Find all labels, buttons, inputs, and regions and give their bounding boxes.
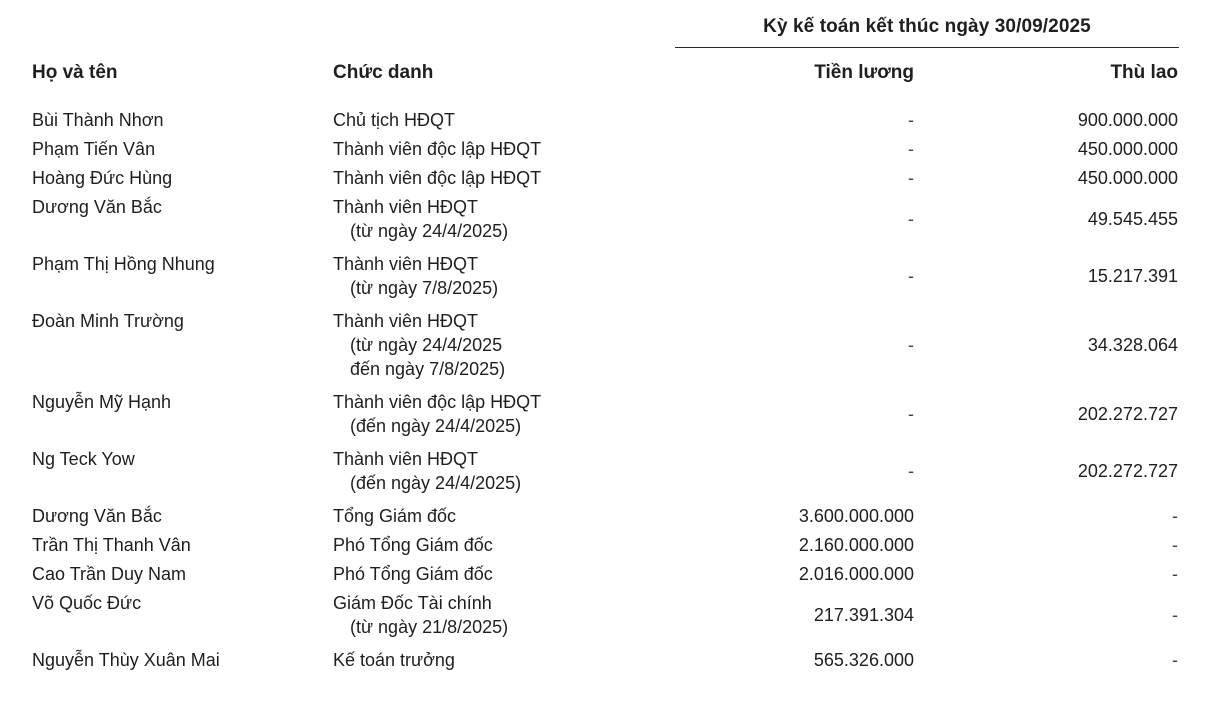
fee-value: 900.000.000	[1077, 110, 1178, 130]
fee-amount	[1172, 648, 1178, 672]
salary-value: -	[908, 168, 914, 188]
fee-amount	[1172, 533, 1178, 557]
position-term-line: (đến ngày 24/4/2025)	[350, 416, 522, 436]
position-title-line: Giám Đốc Tài chính	[333, 593, 492, 613]
table-row	[0, 562, 1216, 591]
salary-amount	[908, 166, 914, 190]
fee-value: -	[1172, 506, 1178, 526]
fee-amount	[1172, 562, 1178, 586]
fee-value: 450.000.000	[1077, 168, 1178, 188]
position-title	[333, 166, 541, 190]
salary-value: 2.016.000.000	[798, 564, 914, 584]
salary-value: -	[908, 209, 914, 229]
person-name: Ng Teck Yow	[32, 449, 135, 469]
fee-value: 202.272.727	[1077, 404, 1178, 424]
salary-value: -	[908, 110, 914, 130]
salary-amount	[908, 309, 914, 381]
person-name: Phạm Tiến Vân	[32, 139, 156, 159]
person-name: Võ Quốc Đức	[32, 593, 142, 613]
person-name: Trần Thị Thanh Vân	[32, 535, 191, 555]
salary-value: -	[908, 404, 914, 424]
fee-value: 15.217.391	[1087, 266, 1178, 286]
person-name: Đoàn Minh Trường	[32, 311, 184, 331]
table-row	[0, 108, 1216, 137]
table-row	[0, 591, 1216, 648]
fee-value: -	[1172, 535, 1178, 555]
position-title	[333, 309, 505, 381]
table-row	[0, 309, 1216, 390]
position-term-line: (từ ngày 7/8/2025)	[350, 278, 499, 298]
salary-amount	[908, 137, 914, 161]
salary-amount	[799, 562, 914, 586]
position-term-line: đến ngày 7/8/2025)	[350, 359, 506, 379]
salary-amount	[908, 447, 914, 495]
salary-amount	[908, 108, 914, 132]
position-term-line: (từ ngày 21/8/2025)	[350, 617, 509, 637]
position-title-line: Kế toán trưởng	[333, 650, 455, 670]
remuneration-table-body	[0, 108, 1216, 677]
salary-value: -	[908, 461, 914, 481]
fee-amount	[1078, 447, 1178, 495]
position-title-line: Thành viên HĐQT	[333, 254, 479, 274]
fee-amount	[1078, 166, 1178, 190]
person-name: Dương Văn Bắc	[32, 506, 162, 526]
column-header-name: Họ và tên	[32, 62, 118, 83]
fee-amount	[1088, 195, 1178, 243]
salary-value: -	[908, 139, 914, 159]
position-title	[333, 108, 455, 132]
position-title	[333, 591, 508, 639]
person-name: Hoàng Đức Hùng	[32, 168, 173, 188]
salary-value: 3.600.000.000	[798, 506, 914, 526]
position-title	[333, 504, 456, 528]
person-name: Bùi Thành Nhơn	[32, 110, 164, 130]
salary-value: 565.326.000	[813, 650, 914, 670]
position-term-line: (từ ngày 24/4/2025)	[350, 221, 509, 241]
table-row	[0, 533, 1216, 562]
salary-value: 217.391.304	[813, 605, 914, 625]
fee-amount	[1088, 252, 1178, 300]
position-title-line: Tổng Giám đốc	[333, 506, 457, 526]
column-header-salary: Tiền lương	[814, 62, 914, 83]
salary-value: -	[908, 335, 914, 355]
fee-amount	[1172, 504, 1178, 528]
salary-amount	[908, 195, 914, 243]
person-name: Nguyễn Thùy Xuân Mai	[32, 650, 220, 670]
salary-amount	[908, 252, 914, 300]
table-row	[0, 252, 1216, 309]
position-title	[333, 195, 508, 243]
position-title-line: Thành viên HĐQT	[333, 311, 479, 331]
position-title	[333, 648, 455, 672]
salary-amount	[814, 591, 914, 639]
period-header: Kỳ kế toán kết thúc ngày 30/09/2025	[763, 16, 1091, 37]
salary-amount	[814, 648, 914, 672]
table-row	[0, 137, 1216, 166]
table-row	[0, 166, 1216, 195]
table-row	[0, 504, 1216, 533]
position-title	[333, 137, 541, 161]
position-title-line: Thành viên HĐQT	[333, 197, 479, 217]
fee-value: 450.000.000	[1077, 139, 1178, 159]
fee-value: -	[1172, 564, 1178, 584]
salary-value: 2.160.000.000	[798, 535, 914, 555]
position-title	[333, 447, 521, 495]
position-title-line: Phó Tổng Giám đốc	[333, 564, 493, 584]
fee-value: -	[1172, 605, 1178, 625]
person-name: Cao Trần Duy Nam	[32, 564, 187, 584]
table-row	[0, 648, 1216, 677]
column-header-fee: Thù lao	[1110, 62, 1178, 83]
position-title-line: Chủ tịch HĐQT	[333, 110, 456, 130]
period-header-rule	[675, 47, 1179, 48]
position-title-line: Phó Tổng Giám đốc	[333, 535, 493, 555]
position-title-line: Thành viên độc lập HĐQT	[333, 168, 542, 188]
fee-amount	[1078, 390, 1178, 438]
fee-value: 34.328.064	[1087, 335, 1178, 355]
table-row	[0, 390, 1216, 447]
position-term-line: (đến ngày 24/4/2025)	[350, 473, 522, 493]
position-title	[333, 252, 498, 300]
position-title-line: Thành viên độc lập HĐQT	[333, 392, 542, 412]
fee-amount	[1088, 309, 1178, 381]
person-name: Dương Văn Bắc	[32, 197, 162, 217]
position-title-line: Thành viên độc lập HĐQT	[333, 139, 542, 159]
fee-value: -	[1172, 650, 1178, 670]
person-name: Phạm Thị Hồng Nhung	[32, 254, 215, 274]
position-title	[333, 533, 493, 557]
position-title	[333, 390, 541, 438]
fee-value: 49.545.455	[1087, 209, 1178, 229]
salary-amount	[799, 533, 914, 557]
position-title-line: Thành viên HĐQT	[333, 449, 479, 469]
fee-amount	[1172, 591, 1178, 639]
table-row	[0, 195, 1216, 252]
person-name: Nguyễn Mỹ Hạnh	[32, 392, 172, 412]
table-row	[0, 447, 1216, 504]
fee-amount	[1078, 108, 1178, 132]
salary-amount	[908, 390, 914, 438]
salary-value: -	[908, 266, 914, 286]
salary-amount	[799, 504, 914, 528]
fee-value: 202.272.727	[1077, 461, 1178, 481]
position-title	[333, 562, 493, 586]
position-term-line: (từ ngày 24/4/2025	[350, 335, 503, 355]
fee-amount	[1078, 137, 1178, 161]
column-header-title: Chức danh	[333, 62, 434, 83]
